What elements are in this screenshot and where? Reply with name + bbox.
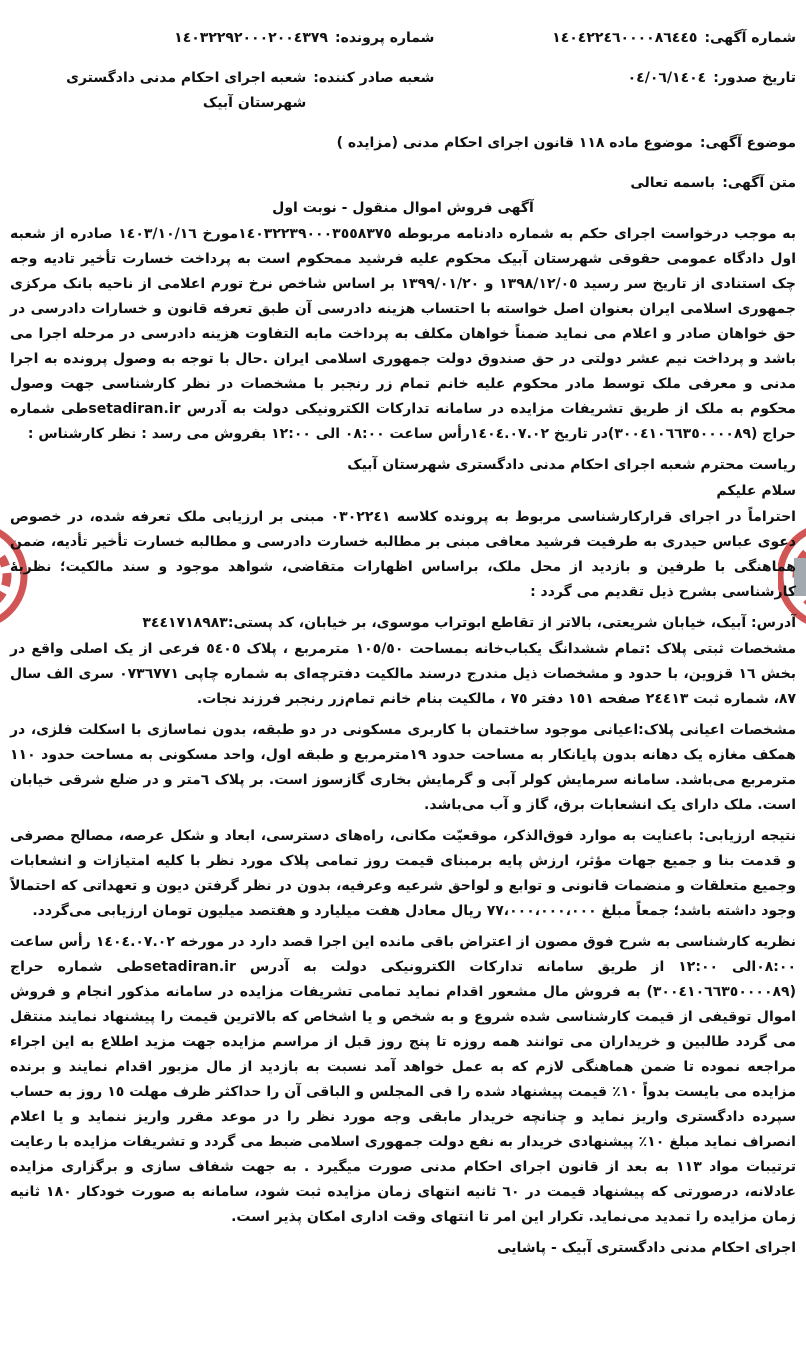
notice-text-label: متن آگهی: <box>722 175 796 191</box>
notice-number-field <box>434 26 796 51</box>
paragraph-judgment: به موجب درخواست اجرای حکم به شماره دادنامه مربوطه ۱٤۰۳۲۲۳۹۰۰۰۳٥٥۸۳۷٥مورخ ۱٤۰۳/۱۰/۱٦ صادره از شعبه اول دادگاه عمومی حقوقی شهرستان آبیک محکوم علیه فرشید ممحکوم است به پرداخت خسارت تأخیر تادیه وجه چک استنادی از تاریخ سر رسید ۱۳۹۸/۱۲/۰٥ و ۱۳۹۹/۰۱/۲۰ بر اساس شاخص نرخ تورم اعلامی از ناحیه بانک مرکزی جمهوری اسلامی ایران بعنوان اصل خواسته با احتساب هزینه دادرسی آن طبق تعرفه قانون و خسارات دادرسی در حق خواهان صادر و اعلام می نماید ضمناً خواهان مکلف به پرداخت مابه التفاوت هزینه دادرسی در مرحله اجرا می باشد و پرداخت نیم عشر دولتی در حق صندوق دولت جمهوری اسلامی ایران .حال با توجه به وصول پرونده به اجرا مدنی و معرفی ملک توسط مادر محکوم علیه خانم تمام زر رنجبر با مشخصات در نظر کارشناسی جهت وصول محکوم به ملک از طریق تشریفات مزایده در سامانه تدارکات الکترونیکی دولت به آدرس setadiran.irطی شماره حراج (۳۰۰٤۱۰٦٦۳٥۰۰۰۰۸۹)در تاریخ ۱٤۰٤.۰۷.۰۲رأس ساعت ۰۸:۰۰ الی ۱۲:۰۰ بفروش می رسد : نظر کارشناس : <box>10 226 797 442</box>
paragraph-expert-intro: احتراماً در اجرای قرارکارشناسی مربوط به پرونده کلاسه ۰۳۰۲۲٤۱ مبنی بر ارزیابی ملک تعرفه شده، در خصوص دعوی عباس حیدری به طرفیت فرشید معافی مبنی بر مطالبه خسارت دادرسی و مطالبه خسارت تأخیر تأدیه، ضمن هماهنگی با طرفین و بازدید از محل ملک، براساس اظهارات متقاضی، شواهد موجود و سند مالکیت؛ نظریهٔ کارشناسی بشرح ذیل تقدیم می گردد : <box>10 509 796 600</box>
issue-date-field <box>434 66 796 116</box>
case-number-field <box>10 26 434 51</box>
header-section <box>10 26 796 221</box>
signature-line: اجرای احکام مدنی دادگستری آبیک - پاشایی <box>497 1240 796 1256</box>
paragraph-salutation: سلام علیکم <box>716 483 796 499</box>
case-number-value: ۱٤۰۳۲۲۹۲۰۰۰۲۰۰٤۳۷۹ <box>174 30 328 46</box>
paragraph-building-specs: مشخصات اعیانی پلاک:اعیانی موجود ساختمان با کاربری مسکونی در دو طبقه، بدون نماسازی با اسکلت فلزی، در همکف مغازه یک دهانه بدون پایانکار به مساحت حدود ۱۹مترمربع و طبقه اول، واحد مسکونی به مساحت حدود ۱۱۰ مترمربع می‌باشد. سامانه سرمایش کولر آبی و گرمایش بخاری گازسوز است. بر پلاک ٦متر و در ضلع شرقی خیابان است. ملک دارای یک انشعابات برق، گاز و آب می‌باشد. <box>10 722 796 813</box>
paragraph-addressee: ریاست محترم شعبه اجرای احکام مدنی دادگستری شهرستان آبیک <box>347 457 796 473</box>
header-row-1 <box>10 26 796 51</box>
issuing-branch-label: شعبه صادر کننده: <box>313 70 435 86</box>
header-row-2 <box>10 66 796 116</box>
issuing-branch-value: شعبه اجرای احکام مدنی دادگستری شهرستان آبیک <box>66 70 307 111</box>
paragraph-valuation: نتیجه ارزیابی: باعنایت به موارد فوق‌الذکر، موقعیّت مکانی، راه‌های دسترسی، ابعاد و شکل عرصه، مصالح مصرفی و قدمت بنا و جمیع جهات مؤثر، ارزش پایه برمبنای قیمت روز تمامی پلاک مورد نظر با کلیه امتیازات و انشعابات وجمیع متعلقات و منضمات قانونی و توابع و لواحق شرعیه وعرفیه، بدون در نظر گرفتن دیون و تعهداتی که احتمالاً وجود داشته باشد؛ جمعاً مبلغ ۷۷،۰۰۰،۰۰۰،۰۰۰ ریال معادل هفت میلیارد و هفتصد میلیون تومان ارزیابی می‌گردد. <box>10 828 796 919</box>
basmala-text: باسمه تعالی <box>630 175 716 191</box>
notice-number-label: شماره آگهی: <box>704 30 796 46</box>
issue-date-value: ۱٤۰٤/۰٦/۰٤ <box>627 70 707 86</box>
subject-label: موضوع آگهی: <box>699 135 796 151</box>
paragraph-auction-terms: نظریه کارشناسی به شرح فوق مصون از اعتراض باقی مانده این اجرا قصد دارد در مورخه ۱٤۰٤.۰۷.۰۲ رأس ساعت ۰۸:۰۰الی ۱۲:۰۰ از طریق سامانه تدارکات الکترونیکی دولت به آدرس setadiran.irطی شماره حراج (۳۰۰٤۱۰٦٦۳٥۰۰۰۰۸۹) به فروش مال مشعور اقدام نماید تمامی تشریفات مزایده در سامانه مذکور انجام و فروش اموال توقیفی از قیمت کارشناسی شده شروع و به شخص و یا اشخاص که بالاترین قیمت را پیشنهاد نمایند منتقل می گردد طالبین و خریداران می توانند همه روزه تا پنج روز قبل از مراسم مزایده جهت مزید اطلاع به این اجراء مراجعه نموده تا ضمن هماهنگی لازم که به عمل خواهد آمد نسبت به بازدید از مال مزبور اقدام نمایند و برنده مزایده می بایست بدواً ۱۰٪ قیمت پیشنهاد شده را فی المجلس و الباقی آن را حداکثر ظرف مهلت ۱٥ روز به حساب سپرده دادگستری واریز نماید و چنانچه خریدار مابقی وجه مورد نظر را در موعد مقرر واریز ننماید و یا اعلام انصراف نماید مبلغ ۱۰٪ پیشنهادی خریدار به نفع دولت جمهوری اسلامی ضبط می گردد و تشریفات مزایده با رعایت ترتیبات مواد ۱۱۳ به بعد از قانون اجرای احکام مدنی صورت میگیرد . به جهت شفاف سازی و برگزاری مزایده عادلانه، درصورتی که پیشنهاد قیمت در ٦۰ ثانیه انتهای زمان مزایده ثبت شود، سامانه به صورت خودکار ۱۸۰ ثانیه زمان مزایده را تمدید می‌نماید. تکرار این امر تا انتهای وقت اداری امکان پذیر است. <box>10 934 796 1225</box>
subject-field <box>10 131 796 156</box>
notice-number-value: ۱٤۰٤۲۲٤٦۰۰۰۰۸٦٤٤٥ <box>552 30 698 46</box>
issue-date-label: تاریخ صدور: <box>713 70 796 86</box>
subject-value: موضوع ماده ۱۱۸ قانون اجرای احکام مدنی (مزایده ) <box>336 135 693 151</box>
notice-text-field <box>10 171 796 196</box>
paragraph-address: آدرس: آبیک، خیابان شریعتی، بالاتر از تقاطع ابوتراب موسوی، بر خیابان، کد پستی:۳٤٤۱۷۱۸۹۸۳ <box>142 615 796 631</box>
body-section <box>10 222 796 1261</box>
case-number-label: شماره پرونده: <box>334 30 435 46</box>
paragraph-registration-specs: مشخصات ثبتی پلاک :تمام ششدانگ یکباب‌خانه بمساحت ۱۰٥/٥۰ مترمربع ، پلاک ٥٤۰٥ فرعی از یک اصلی واقع در بخش ۱٦ قزوین، با حدود و مشخصات ذیل مندرج درسند مالکیت دفترچه‌ای به شماره چاپی ۰۷۳٦۷۷۱ سری الف سال ۸۷، شماره ثبت ۲٤٤۱۳ صفحه ۱٥۱ دفتر ۷٥ ، مالکیت بنام خانم تمام‌زر رنجبر فرزند نجات. <box>10 641 796 707</box>
issuing-branch-field <box>10 66 434 116</box>
notice-title: آگهی فروش اموال منقول - نوبت اول <box>272 200 534 216</box>
